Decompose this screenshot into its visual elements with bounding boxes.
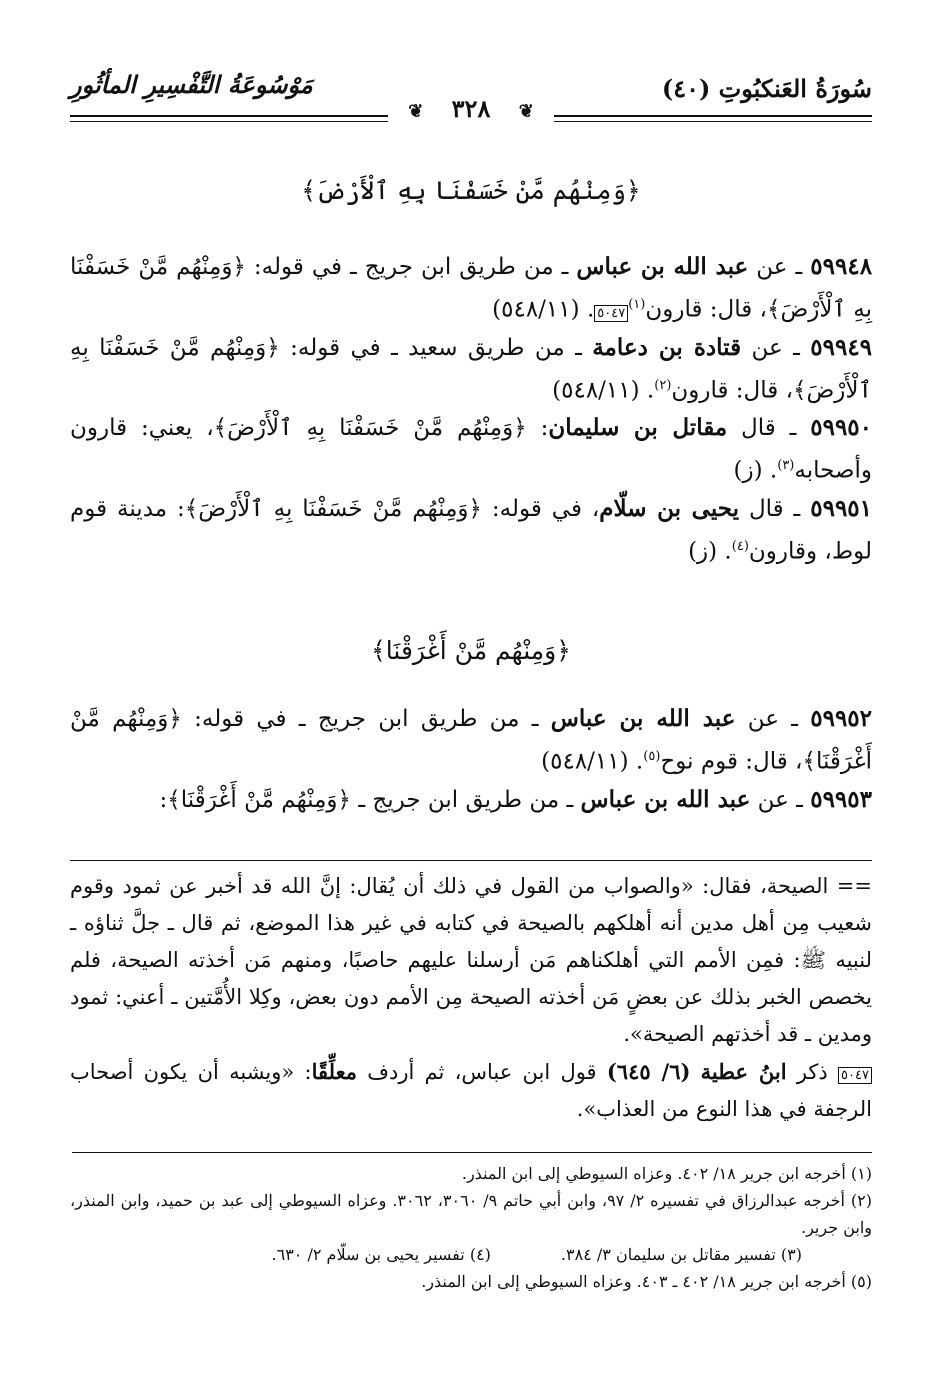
footnote-row-3-4: [70, 1241, 872, 1268]
quran-quote: ﴿وَمِنْهُم مَّنْ خَسَفْنَا بِهِ ٱلْأَرْضَ﴾: [213, 415, 527, 442]
commentary: [70, 868, 872, 1128]
footnotes: [70, 1160, 872, 1295]
narrator-name: قتادة بن دعامة: [592, 333, 742, 361]
entry-59951: ٥٩٩٥١ ـ قال يحيى بن سلّام، في قوله: ﴿وَمِنْهُم مَّنْ خَسَفْنَا بِهِ ٱلْأَرْضَ﴾: مدينة قوم لوط، وقارون$^{(٤)}$. (ز): [70, 494, 873, 565]
quran-quote: ﴿وَمِنْهُم مَّنْ خَسَفْنَا بِهِ ٱلْأَرْضَ﴾: [70, 334, 872, 404]
page-number: ❦ ٣٢٨ ❦: [0, 94, 942, 123]
commentary-ref-box[interactable]: ٥٠٤٧: [838, 1067, 872, 1084]
footnote-3: (٣) تفسير مقاتل بن سليمان ٣/ ٣٨٤.: [560, 1245, 802, 1264]
commentary-para-2: ٥٠٤٧ ذكر ابنُ عطية (٦/ ٦٤٥) قول ابن عباس، ثم أردف معلِّقًا: «ويشبه أن يكون أصحاب الرجفة في هذا النوع من العذاب».: [70, 1059, 872, 1121]
quran-quote: ﴿وَمِنْهُم مَّنْ خَسَفْنَا بِهِ ٱلْأَرْضَ﴾: [184, 495, 482, 522]
footnote-1: (١) أخرجه ابن جرير ١٨/ ٤٠٢. وعزاه السيوطي إلى ابن المنذر.: [461, 1164, 872, 1183]
footnote-ref[interactable]: (٢): [654, 377, 672, 393]
entry-59950: ٥٩٩٥٠ ـ قال مقاتل بن سليمان: ﴿وَمِنْهُم مَّنْ خَسَفْنَا بِهِ ٱلْأَرْضَ﴾، يعني: قارون وأصحابه$^{(٣)}$. (ز): [70, 414, 873, 484]
commentary-ref-box[interactable]: ٥٠٤٧: [594, 305, 628, 322]
section-heading-1: ﴿وَمِنْهُم مَّنْ خَسَفْنَا بِهِ ٱلْأَرْضَ﴾: [301, 176, 641, 205]
commentary-divider: [70, 860, 872, 861]
section-1-entries: [70, 248, 872, 571]
narrator-name: يحيى بن سلّام: [599, 494, 740, 522]
quran-quote: ﴿وَمِنْهُم مَّنْ خَسَفْنَا بِهِ ٱلْأَرْضَ﴾: [70, 254, 872, 323]
ornament-icon: ❦: [398, 101, 433, 122]
footnote-5: (٥) أخرجه ابن جرير ١٨/ ٤٠٢ ـ ٤٠٣. وعزاه السيوطي إلى ابن المنذر.: [421, 1272, 872, 1291]
narrator-name: عبد الله بن عباس: [576, 253, 749, 280]
footnote-ref[interactable]: (١): [628, 297, 646, 312]
surah-title: سُورَةُ العَنكبُوتِ (٤٠): [661, 74, 872, 103]
quran-quote: ﴿وَمِنْهُم مَّنْ أَغْرَقْنَا﴾: [167, 786, 352, 813]
commentary-para-1: == الصيحة، فقال: «والصواب من القول في ذلك أن يُقال: إنَّ الله قد أخبر عن ثمود وقوم شعيب مِن أهل مدين أنه أهلكهم بالصيحة في كتابه في غير هذا الموضع، ثم قال ـ جلَّ ثناؤه ـ لنبيه ﷺ: فمِن الأمم التي أهلكناهم مَن أرسلنا عليهم حاصبًا، ومنهم مَن أخذته الصيحة، فلم يخصص الخبر بذلك عن بعضٍ مَن أخذته الصيحة مِن الأمم دون بعض، وكِلا الأُمَّتين ـ أعني: ثمود ومدين ـ قد أخذتهم الصيحة».: [70, 874, 872, 1046]
footnote-ref[interactable]: (٤): [731, 538, 749, 554]
entry-59948: ٥٩٩٤٨ ـ عن عبد الله بن عباس ـ من طريق ابن جريج ـ في قوله: ﴿وَمِنْهُم مَّنْ خَسَفْنَا بِهِ ٱلْأَرْضَ﴾، قال: قارون$^{(١)}$٥٠٤٧. (٥٤٨/١١): [70, 253, 873, 323]
footnote-ref[interactable]: (٣): [777, 458, 795, 474]
footnote-ref[interactable]: (٥): [643, 749, 661, 764]
footnote-2: (٢) أخرجه عبدالرزاق في تفسيره ٢/ ٩٧، وابن أبي حاتم ٩/ ٣٠٦٠، ٣٠٦٢. وعزاه السيوطي إلى عبد بن حميد، وابن المنذر، وابن جرير.: [70, 1191, 872, 1237]
footnote-4: (٤) تفسير يحيى بن سلّام ٢/ ٦٣٠.: [271, 1245, 491, 1264]
entry-59952: ٥٩٩٥٢ ـ عن عبد الله بن عباس ـ من طريق ابن جريج ـ في قوله: ﴿وَمِنْهُم مَّنْ أَغْرَقْنَا﴾، قال: قوم نوح$^{(٥)}$. (٥٤٨/١١): [70, 705, 873, 775]
footnote-rule: [72, 1152, 872, 1153]
entry-59953: ٥٩٩٥٣ ـ عن عبد الله بن عباس ـ من طريق ابن جريج ـ ﴿وَمِنْهُم مَّنْ أَغْرَقْنَا﴾:: [159, 785, 872, 813]
book-title: مَوْسُوعَةُ التَّفْسِيرِ المأثُورِ: [70, 70, 313, 99]
quran-quote: ﴿وَمِنْهُم مَّنْ أَغْرَقْنَا﴾: [70, 706, 872, 775]
ornament-icon: ❦: [509, 101, 544, 122]
author-name: ابنُ عطية: [700, 1059, 787, 1084]
narrator-name: عبد الله بن عباس: [580, 785, 751, 813]
section-2-entries: [70, 700, 872, 819]
section-heading-2: ﴿وَمِنْهُم مَّنْ أَغْرَقْنَا﴾: [371, 636, 571, 665]
narrator-name: عبد الله بن عباس: [550, 705, 736, 732]
entry-59949: ٥٩٩٤٩ ـ عن قتادة بن دعامة ـ من طريق سعيد ـ في قوله: ﴿وَمِنْهُم مَّنْ خَسَفْنَا بِهِ ٱلْأَرْضَ﴾، قال: قارون$^{(٢)}$. (٥٤٨/١١): [70, 333, 873, 404]
narrator-name: مقاتل بن سليمان: [548, 414, 728, 442]
